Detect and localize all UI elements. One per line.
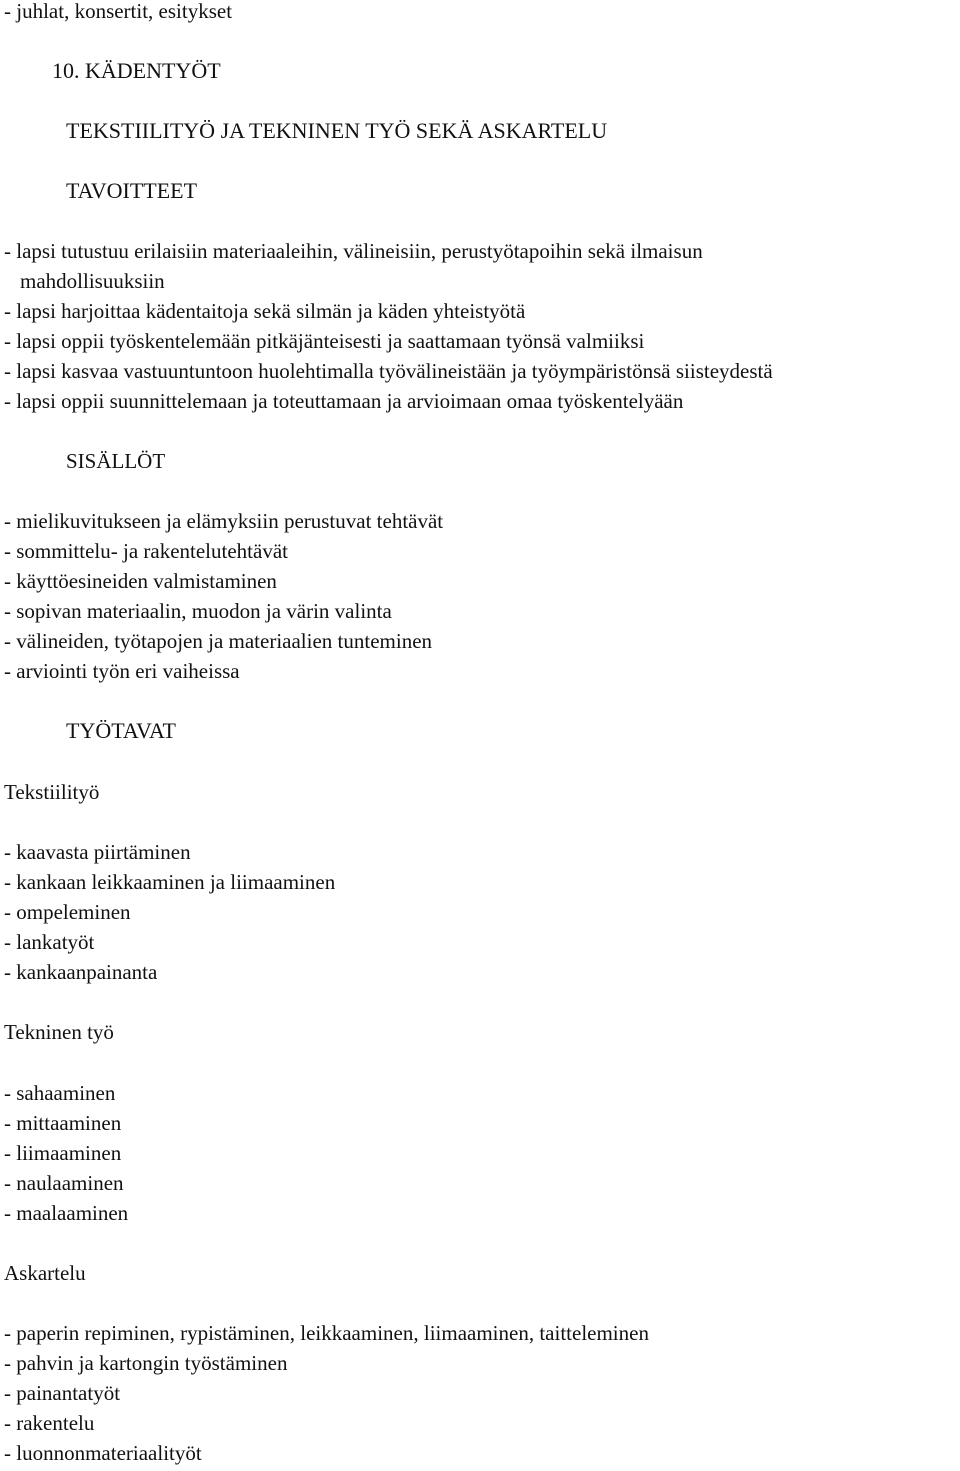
list-item: - mittaaminen <box>4 1111 122 1135</box>
list-item: - kaavasta piirtäminen <box>4 840 191 864</box>
list-item: - lapsi kasvaa vastuuntuntoon huolehtimalla työvälineistään ja työympäristönsä siisteydestä <box>4 359 773 383</box>
list-item: - lapsi oppii suunnittelemaan ja toteuttamaan ja arvioimaan omaa työskentelyään <box>4 389 684 413</box>
list-item: - maalaaminen <box>4 1201 129 1225</box>
list-item: - naulaaminen <box>4 1171 124 1195</box>
list-item: - lankatyöt <box>4 930 95 954</box>
tyotavat-heading: TYÖTAVAT <box>66 718 176 743</box>
list-item: - lapsi tutustuu erilaisiin materiaaleihin, välineisiin, perustyötapoihin sekä ilmaisun <box>4 239 703 263</box>
list-item: - ompeleminen <box>4 900 131 924</box>
list-item: - rakentelu <box>4 1411 95 1435</box>
list-item: mahdollisuuksiin <box>20 269 165 293</box>
tavoitteet-heading: TAVOITTEET <box>66 178 198 203</box>
list-item: - arviointi työn eri vaiheissa <box>4 659 240 683</box>
list-item: - painantatyöt <box>4 1381 121 1405</box>
tekninen-tyo-heading: Tekninen työ <box>4 1020 114 1044</box>
list-item: - kankaan leikkaaminen ja liimaaminen <box>4 870 336 894</box>
list-item: - lapsi harjoittaa kädentaitoja sekä silmän ja käden yhteistyötä <box>4 299 526 323</box>
intro-line: - juhlat, konsertit, esitykset <box>4 0 233 23</box>
list-item: - sahaaminen <box>4 1081 116 1105</box>
section-subtitle: TEKSTIILITYÖ JA TEKNINEN TYÖ SEKÄ ASKARTELU <box>66 118 608 143</box>
list-item: - liimaaminen <box>4 1141 122 1165</box>
list-item: - mielikuvitukseen ja elämyksiin perustuvat tehtävät <box>4 509 444 533</box>
section-title: 10. KÄDENTYÖT <box>52 58 221 83</box>
tekstiilityo-heading: Tekstiilityö <box>4 780 100 804</box>
list-item: - pahvin ja kartongin työstäminen <box>4 1351 288 1375</box>
list-item: - paperin repiminen, rypistäminen, leikkaaminen, liimaaminen, taitteleminen <box>4 1321 649 1345</box>
list-item: - käyttöesineiden valmistaminen <box>4 569 277 593</box>
list-item: - lapsi oppii työskentelemään pitkäjänteisesti ja saattamaan työnsä valmiiksi <box>4 329 645 353</box>
list-item: - välineiden, työtapojen ja materiaalien tunteminen <box>4 629 433 653</box>
list-item: - sommittelu- ja rakentelutehtävät <box>4 539 288 563</box>
list-item: - kankaanpainanta <box>4 960 158 984</box>
askartelu-heading: Askartelu <box>4 1261 86 1285</box>
sisallot-heading: SISÄLLÖT <box>66 449 166 473</box>
list-item: - sopivan materiaalin, muodon ja värin valinta <box>4 599 392 623</box>
list-item: - luonnonmateriaalityöt <box>4 1441 202 1465</box>
